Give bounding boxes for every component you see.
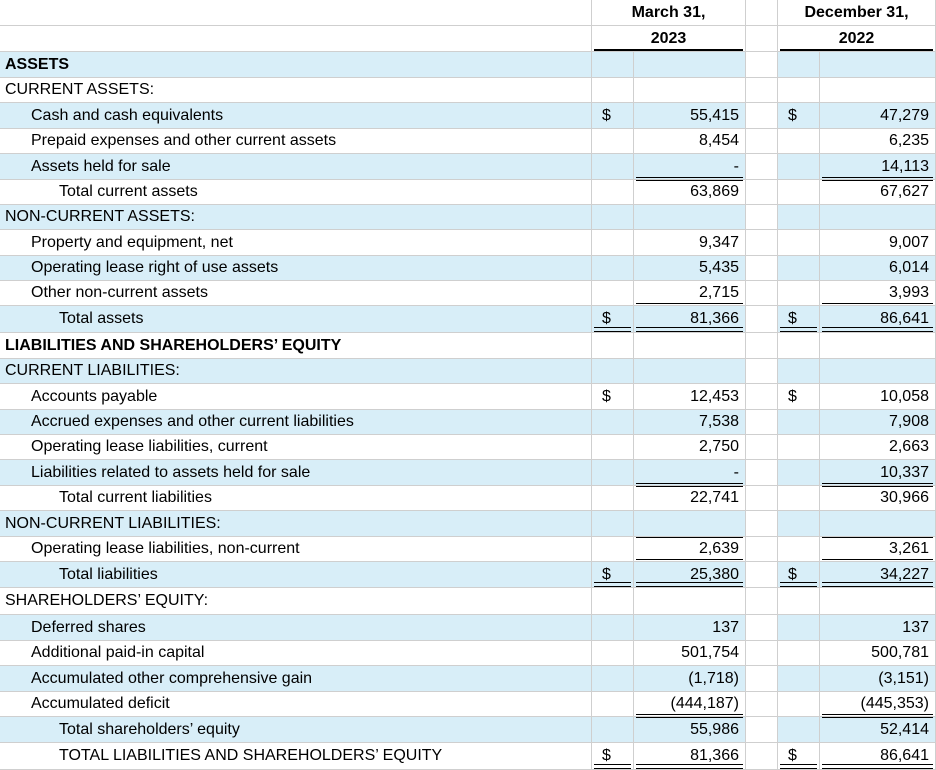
table-row [0,486,936,511]
value-2022 [820,333,936,359]
row-label: Total assets [0,306,592,333]
dollar-sign-2023 [592,460,634,486]
table-row [0,717,936,743]
value-2022: 86,641 [820,743,936,770]
row-label: Operating lease liabilities, non-current [0,537,592,562]
row-label: CURRENT LIABILITIES: [0,359,592,384]
value-2022: 10,058 [820,384,936,410]
column-gap [746,666,778,692]
value-2022 [820,588,936,615]
value-2023: 81,366 [634,743,746,770]
value-2023: 9,347 [634,230,746,256]
value-2023: 2,750 [634,435,746,460]
dollar-sign-2023 [592,410,634,435]
value-2022: 52,414 [820,717,936,743]
value-2022: 14,113 [820,154,936,180]
dollar-sign-2022 [778,692,820,717]
dollar-sign-2022: $ [778,384,820,410]
table-row [0,281,936,306]
value-2023: (444,187) [634,692,746,717]
value-2022: 34,227 [820,562,936,588]
row-label: Property and equipment, net [0,230,592,256]
dollar-sign-2022 [778,256,820,281]
dollar-sign-2023: $ [592,743,634,770]
value-2022: 137 [820,615,936,641]
value-2023: 7,538 [634,410,746,435]
value-2023 [634,588,746,615]
column-gap [746,103,778,129]
row-label: Operating lease liabilities, current [0,435,592,460]
table-row [0,384,936,410]
table-row [0,154,936,180]
dollar-sign-2022: $ [778,743,820,770]
row-label: TOTAL LIABILITIES AND SHAREHOLDERS’ EQUITY [0,743,592,770]
column-gap [746,52,778,78]
header-label-blank [0,0,592,26]
table-row [0,460,936,486]
dollar-sign-2022 [778,154,820,180]
dollar-sign-2023 [592,52,634,78]
table-row [0,256,936,281]
dollar-sign-2022 [778,281,820,306]
row-label: Operating lease right of use assets [0,256,592,281]
value-2023: 12,453 [634,384,746,410]
value-2022: 6,235 [820,129,936,154]
column-gap [746,230,778,256]
value-2022: 9,007 [820,230,936,256]
dollar-sign-2023 [592,281,634,306]
table-row [0,359,936,384]
value-2023 [634,52,746,78]
dollar-sign-2023 [592,511,634,537]
value-2022: 2,663 [820,435,936,460]
row-label: Other non-current assets [0,281,592,306]
column-gap [746,435,778,460]
value-2022 [820,78,936,103]
value-2023 [634,78,746,103]
row-label: Accounts payable [0,384,592,410]
value-2022 [820,205,936,230]
dollar-sign-2022 [778,666,820,692]
row-label: Accrued expenses and other current liabilities [0,410,592,435]
dollar-sign-2023 [592,359,634,384]
dollar-sign-2022 [778,333,820,359]
column-gap [746,281,778,306]
dollar-sign-2022 [778,460,820,486]
dollar-sign-2022 [778,435,820,460]
row-label: Liabilities related to assets held for sale [0,460,592,486]
row-label: Total shareholders’ equity [0,717,592,743]
column-gap [746,460,778,486]
column-gap [746,743,778,770]
value-2023: 55,986 [634,717,746,743]
dollar-sign-2022 [778,588,820,615]
table-row [0,666,936,692]
dollar-sign-2022 [778,615,820,641]
value-2023: 5,435 [634,256,746,281]
row-label: Total current assets [0,180,592,205]
dollar-sign-2022 [778,717,820,743]
column-gap [746,486,778,511]
value-2022: (3,151) [820,666,936,692]
row-label: Cash and cash equivalents [0,103,592,129]
row-label: Prepaid expenses and other current assets [0,129,592,154]
value-2023: 81,366 [634,306,746,333]
table-row [0,410,936,435]
table-row [0,692,936,717]
dollar-sign-2023 [592,717,634,743]
header-col1-line2: 2023 [592,26,746,52]
dollar-sign-2023 [592,486,634,511]
table-row [0,615,936,641]
header-label-blank-2 [0,26,592,52]
value-2023: - [634,460,746,486]
row-label: Additional paid-in capital [0,641,592,666]
value-2022: 3,261 [820,537,936,562]
value-2022 [820,52,936,78]
dollar-sign-2023 [592,205,634,230]
row-label: SHAREHOLDERS’ EQUITY: [0,588,592,615]
column-gap [746,588,778,615]
table-row [0,230,936,256]
column-gap [746,129,778,154]
value-2022: 47,279 [820,103,936,129]
row-label: Deferred shares [0,615,592,641]
value-2023: (1,718) [634,666,746,692]
dollar-sign-2023 [592,615,634,641]
dollar-sign-2023 [592,180,634,205]
dollar-sign-2022: $ [778,562,820,588]
header-col2-line2: 2022 [778,26,936,52]
dollar-sign-2022 [778,537,820,562]
row-label: Total current liabilities [0,486,592,511]
value-2023: 25,380 [634,562,746,588]
dollar-sign-2023 [592,154,634,180]
value-2023: 22,741 [634,486,746,511]
value-2022 [820,359,936,384]
row-label: ASSETS [0,52,592,78]
column-gap [746,333,778,359]
column-gap [746,180,778,205]
dollar-sign-2022: $ [778,103,820,129]
dollar-sign-2022 [778,486,820,511]
column-gap [746,717,778,743]
column-gap [746,641,778,666]
header-col1-line1: March 31, [592,0,746,26]
dollar-sign-2022 [778,78,820,103]
value-2023 [634,333,746,359]
column-gap [746,615,778,641]
value-2023 [634,511,746,537]
table-row [0,129,936,154]
table-row [0,743,936,770]
value-2022: 7,908 [820,410,936,435]
column-gap [746,205,778,230]
dollar-sign-2023 [592,641,634,666]
column-gap [746,78,778,103]
dollar-sign-2022 [778,410,820,435]
table-row [0,103,936,129]
column-gap [746,692,778,717]
dollar-sign-2023 [592,692,634,717]
value-2022: (445,353) [820,692,936,717]
table-row [0,641,936,666]
row-label: Accumulated deficit [0,692,592,717]
row-label: NON-CURRENT ASSETS: [0,205,592,230]
header-row-1 [0,0,936,26]
dollar-sign-2022 [778,511,820,537]
value-2022: 3,993 [820,281,936,306]
value-2023: - [634,154,746,180]
value-2022: 67,627 [820,180,936,205]
value-2022: 86,641 [820,306,936,333]
column-gap [746,537,778,562]
value-2023: 2,639 [634,537,746,562]
dollar-sign-2022 [778,641,820,666]
dollar-sign-2023: $ [592,562,634,588]
dollar-sign-2023 [592,537,634,562]
value-2023: 2,715 [634,281,746,306]
dollar-sign-2022: $ [778,306,820,333]
dollar-sign-2023 [592,129,634,154]
dollar-sign-2022 [778,230,820,256]
dollar-sign-2022 [778,129,820,154]
dollar-sign-2023: $ [592,384,634,410]
table-row [0,205,936,230]
row-label: Total liabilities [0,562,592,588]
dollar-sign-2023: $ [592,306,634,333]
dollar-sign-2023 [592,666,634,692]
value-2023: 501,754 [634,641,746,666]
row-label: Assets held for sale [0,154,592,180]
dollar-sign-2023 [592,588,634,615]
column-gap [746,511,778,537]
row-label: LIABILITIES AND SHAREHOLDERS’ EQUITY [0,333,592,359]
table-row [0,78,936,103]
value-2022: 6,014 [820,256,936,281]
table-row [0,537,936,562]
table-row [0,511,936,537]
table-row [0,180,936,205]
table-row [0,333,936,359]
dollar-sign-2023 [592,256,634,281]
value-2023 [634,205,746,230]
table-row [0,435,936,460]
column-gap [746,359,778,384]
value-2022: 10,337 [820,460,936,486]
column-gap [746,384,778,410]
dollar-sign-2022 [778,359,820,384]
value-2023: 137 [634,615,746,641]
column-gap [746,410,778,435]
column-gap [746,256,778,281]
column-gap [746,562,778,588]
dollar-sign-2023 [592,435,634,460]
value-2023: 55,415 [634,103,746,129]
value-2023 [634,359,746,384]
value-2022: 30,966 [820,486,936,511]
header-gap-2 [746,26,778,52]
table-row [0,52,936,78]
value-2022: 500,781 [820,641,936,666]
dollar-sign-2023 [592,230,634,256]
dollar-sign-2022 [778,180,820,205]
value-2023: 63,869 [634,180,746,205]
dollar-sign-2022 [778,205,820,230]
row-label: CURRENT ASSETS: [0,78,592,103]
header-col2-line1: December 31, [778,0,936,26]
value-2023: 8,454 [634,129,746,154]
table-row [0,562,936,588]
dollar-sign-2022 [778,52,820,78]
header-gap [746,0,778,26]
dollar-sign-2023 [592,333,634,359]
column-gap [746,154,778,180]
column-gap [746,306,778,333]
table-row [0,588,936,615]
dollar-sign-2023: $ [592,103,634,129]
row-label: Accumulated other comprehensive gain [0,666,592,692]
value-2022 [820,511,936,537]
row-label: NON-CURRENT LIABILITIES: [0,511,592,537]
header-row-2 [0,26,936,52]
table-row [0,306,936,333]
dollar-sign-2023 [592,78,634,103]
